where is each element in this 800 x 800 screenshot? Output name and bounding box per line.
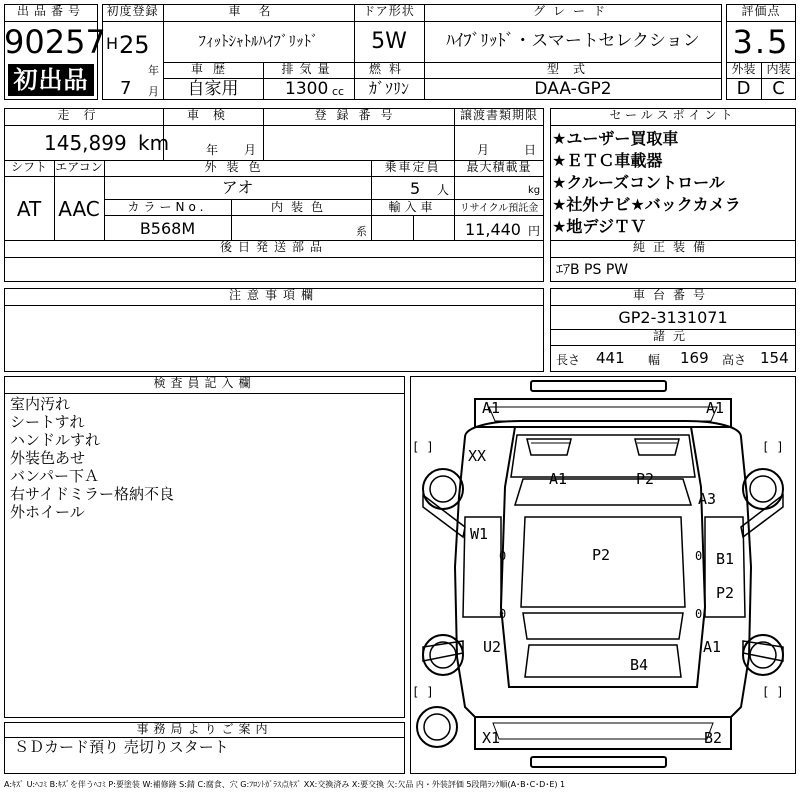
lot-number-label: 出品番号 (16, 4, 85, 18)
color-no-value: B568M (139, 219, 196, 238)
grade-value: ﾊｲﾌﾞﾘｯﾄﾞ・スマートセレクション (446, 31, 700, 51)
model-label: 型式 (546, 62, 599, 76)
zero-mark: 0 (695, 607, 703, 621)
mark-hood-right: P2 (636, 470, 655, 488)
length-label: 長さ (556, 353, 581, 367)
car-diagram (410, 376, 796, 774)
displacement-label: 排気量 (281, 62, 336, 76)
zero-mark: 0 (499, 607, 507, 621)
bracket-mark: [ ] (762, 685, 784, 699)
equipment-value: ｴｱB PS PW (556, 262, 629, 278)
mark-roof: P2 (592, 546, 611, 564)
mileage-unit: km (138, 131, 170, 155)
mark-quarter-left: U2 (483, 638, 502, 656)
sales-point-item: ★ＥＴＣ車載器 (552, 151, 663, 170)
recycle-value: 11,440 (465, 220, 521, 239)
score-value: 3.5 (732, 23, 790, 61)
chassis-value: GP2-3131071 (618, 308, 728, 327)
max-load-label: 最大積載量 (466, 160, 532, 174)
later-parts-label: 後日発送部品 (219, 240, 328, 254)
inspection-month-unit: 月 (244, 143, 257, 157)
inspector-line: 室内汚れ (10, 395, 71, 413)
model-value: DAA-GP2 (534, 79, 612, 99)
grade-label: グレード (532, 4, 613, 18)
fuel-value: ｶﾞｿﾘﾝ (368, 79, 409, 98)
inspector-label: 検査員記入欄 (153, 376, 256, 390)
sales-points-label: セールスポイント (609, 108, 737, 122)
exterior-label: 外装 (731, 62, 756, 76)
inspector-line: バンパー下Ａ (10, 467, 99, 485)
aircon-label: エアコン (55, 160, 103, 174)
mileage-label: 走行 (57, 108, 110, 122)
color-no-label: カラーNo. (127, 200, 208, 214)
history-label: 車歴 (190, 62, 235, 76)
height-label: 高さ (722, 353, 747, 367)
mark-door-right-front: B1 (716, 550, 735, 568)
bracket-mark: [ ] (762, 440, 784, 454)
zero-mark: 0 (499, 549, 507, 563)
capacity-label: 乗車定員 (384, 160, 441, 174)
sales-point-item: ★ユーザー買取車 (552, 129, 679, 148)
height-value: 154 (760, 349, 789, 367)
import-label: 輸入車 (388, 200, 437, 214)
zero-mark: 0 (695, 549, 703, 563)
sales-point-item: ★地デジＴＶ (552, 217, 647, 236)
transfer-doc-label: 譲渡書類期限 (459, 108, 538, 122)
mark-fender-right: A3 (698, 490, 717, 508)
inspection-year-unit: 年 (206, 143, 219, 157)
inspector-line: 外装色あせ (10, 449, 86, 467)
interior-color-unit: 系 (356, 225, 367, 238)
chassis-label: 車台番号 (632, 288, 713, 302)
color-value: アオ (221, 178, 254, 197)
mark-fender-left: XX (468, 447, 487, 465)
mark-quarter-right: A1 (703, 638, 722, 656)
width-value: 169 (680, 349, 709, 367)
mark-rear-left: X1 (482, 729, 501, 747)
mark-door-right-rear: P2 (716, 584, 735, 602)
first-listing-badge: 初出品 (8, 64, 94, 96)
history-value: 自家用 (187, 79, 239, 99)
displacement-unit: cc (332, 85, 345, 98)
dims-label: 諸元 (652, 329, 693, 343)
mileage-value: 145,899 (44, 131, 127, 155)
color-label: 外装色 (204, 160, 271, 174)
year-unit: 年 (148, 64, 159, 77)
recycle-unit: 円 (528, 224, 541, 238)
office-label: 事務局よりご案内 (136, 722, 273, 736)
month-unit: 月 (148, 85, 159, 98)
car-name-label: 車名 (228, 4, 289, 18)
inspector-line: シートすれ (10, 413, 85, 431)
legend: A:ｷｽﾞ U:ﾍｺﾐ B:ｷｽﾞを伴うﾍｺﾐ P:要塗装 W:補修跡 S:錆 C:腐食、穴 G:ﾌﾛﾝﾄｶﾞﾗｽ点ｷｽﾞ XX:交換済み X:要交換 欠:欠品 内・外装評価 5段階ﾗﾝｸ順(A･B･C･D･E) 1 (4, 780, 566, 789)
aircon-value: AAC (58, 197, 100, 221)
first-reg-year: 25 (119, 31, 150, 59)
bracket-mark: [ ] (412, 685, 434, 699)
score-label: 評価点 (741, 4, 781, 18)
door-label: ドア形状 (363, 4, 415, 18)
lot-number: 90257 (4, 23, 106, 61)
mark-door-left: W1 (470, 525, 489, 543)
length-value: 441 (596, 349, 625, 367)
shift-label: シフト (10, 160, 47, 174)
sales-point-item: ★社外ナビ★バックカメラ (552, 195, 741, 214)
shift-value: AT (16, 197, 42, 221)
notes-label: 注意事項欄 (228, 288, 319, 302)
mark-front-left: A1 (482, 399, 501, 417)
mark-trunk: B4 (630, 656, 649, 674)
car-name: ﾌｨｯﾄｼｬﾄﾙﾊｲﾌﾞﾘｯﾄﾞ (198, 32, 319, 50)
door-value: 5W (371, 29, 407, 54)
sales-point-item: ★クルーズコントロール (552, 173, 725, 192)
recycle-label: リサイクル預託金 (459, 203, 539, 214)
mark-rear-right: B2 (704, 729, 723, 747)
inspection-label: 車検 (186, 108, 239, 122)
inspector-line: 右サイドミラー格納不良 (10, 485, 174, 503)
bracket-mark: [ ] (412, 440, 434, 454)
capacity-unit: 人 (437, 183, 450, 197)
mark-front-right: A1 (706, 399, 725, 417)
inspector-line: 外ホイール (10, 503, 85, 521)
office-text: ＳＤカード預り 売切りスタート (14, 738, 229, 756)
max-load-unit: kg (528, 185, 541, 196)
displacement-value: 1300 (285, 79, 329, 99)
transfer-month-unit: 月 (477, 143, 490, 157)
fuel-label: 燃料 (368, 62, 409, 76)
interior-value: C (772, 78, 785, 99)
interior-color-label: 内装色 (270, 200, 331, 214)
equipment-label: 純正装備 (632, 240, 713, 254)
first-reg-label: 初度登録 (106, 4, 159, 18)
registration-label: 登録番号 (314, 108, 403, 122)
capacity-value: 5 (410, 179, 421, 198)
car-outline-drawing (411, 377, 795, 773)
first-reg-month: 7 (120, 78, 132, 99)
first-reg-era: H (106, 34, 119, 53)
mark-hood-left: A1 (549, 470, 568, 488)
interior-label: 内装 (766, 62, 791, 76)
transfer-day-unit: 日 (524, 143, 537, 157)
width-label: 幅 (648, 353, 661, 367)
exterior-value: D (736, 78, 751, 99)
inspector-line: ハンドルすれ (10, 431, 101, 449)
